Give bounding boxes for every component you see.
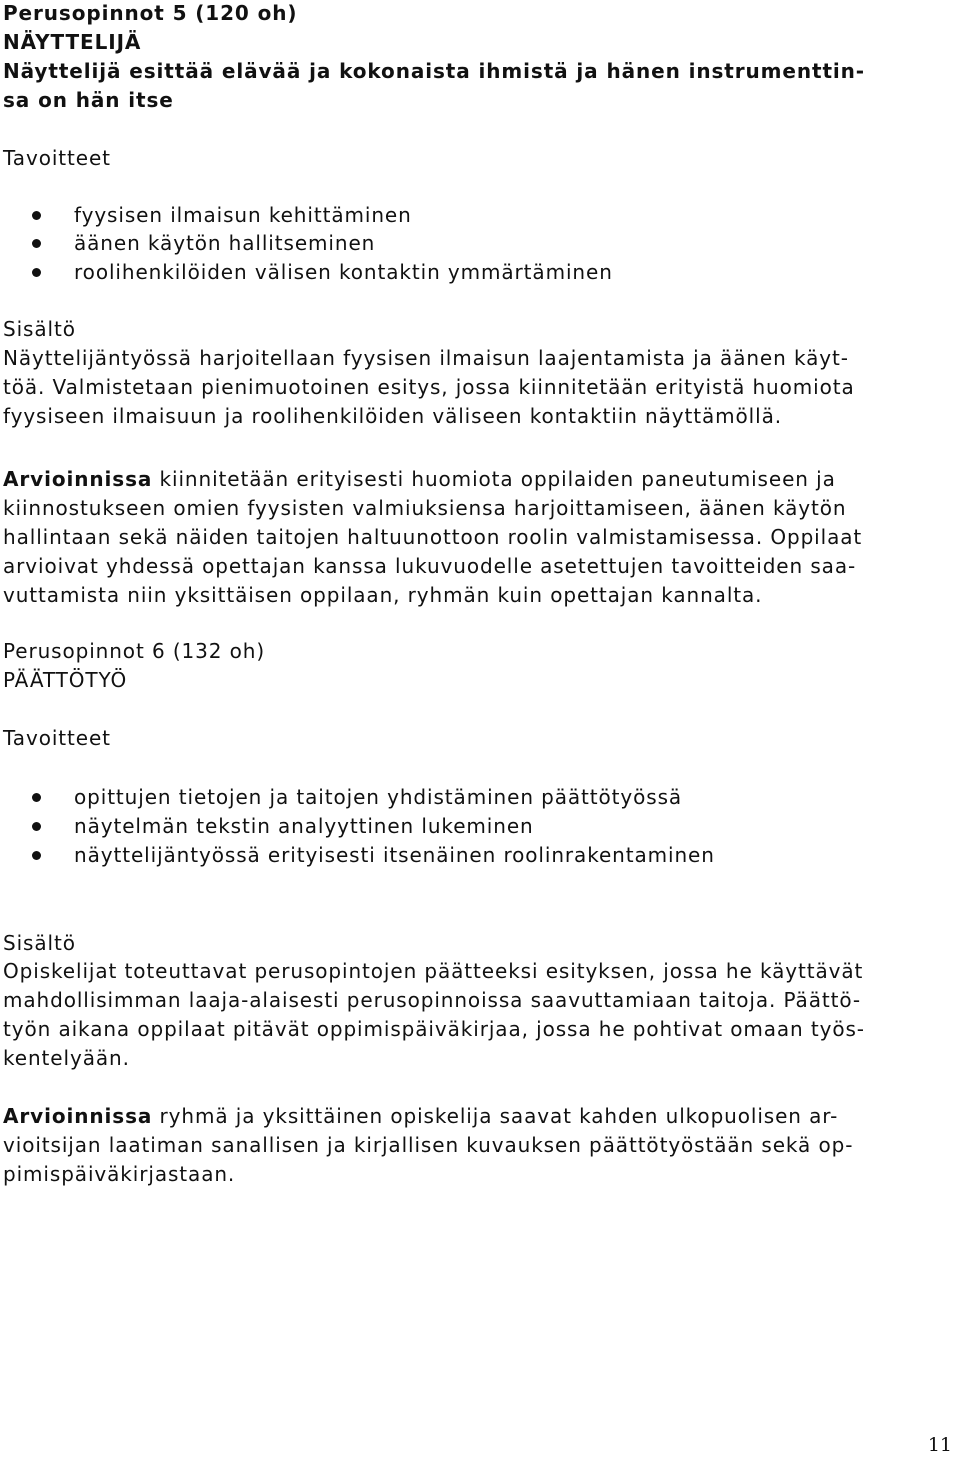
section6-goal-item: näytelmän tekstin analyyttinen lukeminen: [74, 814, 534, 838]
section5-name: NÄYTTELIJÄ: [3, 30, 142, 54]
section5-subtitle-line-1: Näyttelijä esittää elävää ja kokonaista ihmistä ja hänen instrumenttin-: [3, 59, 865, 83]
section6-assessment-first-rest: ryhmä ja yksittäinen opiskelija saavat kahden ulkopuolisen ar-: [152, 1104, 839, 1128]
section5-goal-item: fyysisen ilmaisun kehittäminen: [74, 203, 412, 227]
section5-assessment-line: [3, 465, 836, 493]
section6-content-line: työn aikana oppilaat pitävät oppimispäiväkirjaa, jossa he pohtivat omaan työs-: [3, 1017, 865, 1041]
section6-assessment-line: vioitsijan laatiman sanallisen ja kirjallisen kuvauksen päättötyöstään sekä op-: [3, 1133, 854, 1157]
section5-content-line: Näyttelijäntyössä harjoitellaan fyysisen ilmaisun laajentamista ja äänen käyt-: [3, 346, 849, 370]
bullet-icon: [32, 793, 41, 802]
bullet-icon: [32, 851, 41, 860]
section6-goal-item: opittujen tietojen ja taitojen yhdistäminen päättötyössä: [74, 785, 683, 809]
section6-assessment-line: pimispäiväkirjastaan.: [3, 1162, 236, 1186]
bullet-icon: [32, 822, 41, 831]
section6-content-heading: Sisältö: [3, 931, 76, 955]
section6-goals-heading: Tavoitteet: [3, 726, 111, 750]
section5-subtitle-line-2: sa on hän itse: [3, 88, 174, 112]
section6-goal-item: näyttelijäntyössä erityisesti itsenäinen roolinrakentaminen: [74, 843, 715, 867]
section5-content-line: fyysiseen ilmaisuun ja roolihenkilöiden väliseen kontaktiin näyttämöllä.: [3, 404, 782, 428]
section5-assessment-line: hallintaan sekä näiden taitojen haltuunottoon roolin valmistamisessa. Oppilaat: [3, 525, 863, 549]
section6-heading: Perusopinnot 6 (132 oh): [3, 639, 266, 663]
section6-content-line: kentelyään.: [3, 1046, 130, 1070]
section5-assessment-first-rest: kiinnitetään erityisesti huomiota oppilaiden paneutumiseen ja: [152, 467, 836, 491]
bullet-icon: [32, 239, 41, 248]
section6-assessment-label: Arvioinnissa: [3, 1104, 153, 1128]
section5-goals-heading: Tavoitteet: [3, 146, 111, 170]
section5-goal-item: äänen käytön hallitseminen: [74, 231, 376, 255]
section5-assessment-line: arvioivat yhdessä opettajan kanssa lukuvuodelle asetettujen tavoitteiden saa-: [3, 554, 857, 578]
section6-name: PÄÄTTÖTYÖ: [3, 668, 128, 692]
section5-heading: Perusopinnot 5 (120 oh): [3, 1, 298, 25]
section5-assessment-line: vuttamista niin yksittäisen oppilaan, ryhmän kuin opettajan kannalta.: [3, 583, 763, 607]
section5-content-heading: Sisältö: [3, 317, 76, 341]
section6-content-line: Opiskelijat toteuttavat perusopintojen päätteeksi esityksen, jossa he käyttävät: [3, 959, 864, 983]
section5-content-line: töä. Valmistetaan pienimuotoinen esitys, jossa kiinnitetään erityistä huomiota: [3, 375, 855, 399]
section6-assessment-line: [3, 1102, 838, 1130]
section5-goal-item: roolihenkilöiden välisen kontaktin ymmärtäminen: [74, 260, 613, 284]
section5-assessment-line: kiinnostukseen omien fyysisten valmiuksiensa harjoittamiseen, äänen käytön: [3, 496, 847, 520]
page-number: 11: [927, 1434, 952, 1456]
bullet-icon: [32, 268, 41, 277]
section6-content-line: mahdollisimman laaja-alaisesti perusopinnoissa saavuttamiaan taitoja. Päättö-: [3, 988, 861, 1012]
bullet-icon: [32, 211, 41, 220]
section5-assessment-label: Arvioinnissa: [3, 467, 153, 491]
